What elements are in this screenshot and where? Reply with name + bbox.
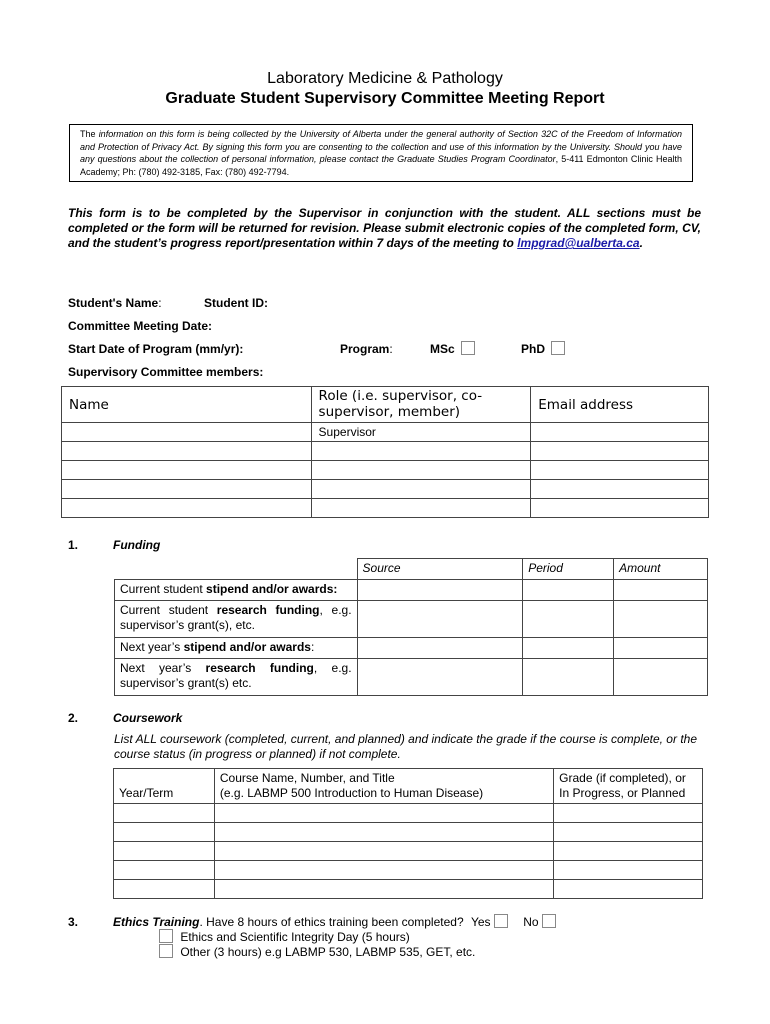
ethics-other-checkbox[interactable] <box>159 944 173 958</box>
header-email: Email address <box>531 387 709 423</box>
member-email-cell[interactable] <box>531 499 709 518</box>
member-email-cell[interactable] <box>531 442 709 461</box>
header-name: Name <box>62 387 312 423</box>
funding-blank-header <box>115 559 358 580</box>
instructions-period: . <box>639 236 643 250</box>
row-label-pre: Current student <box>120 582 207 596</box>
grade-cell[interactable] <box>554 804 703 823</box>
grade-cell[interactable] <box>554 861 703 880</box>
member-role-cell[interactable] <box>311 442 531 461</box>
ethics-day-checkbox[interactable] <box>159 929 173 943</box>
meeting-date-label: Committee Meeting Date: <box>68 319 213 333</box>
ethics-question: . Have 8 hours of ethics training been completed? <box>199 915 464 929</box>
grade-cell[interactable] <box>554 823 703 842</box>
year-cell[interactable] <box>114 823 215 842</box>
ethics-option-2-label: Other (3 hours) e.g LABMP 530, LABMP 535, GET, etc. <box>180 945 476 959</box>
msc-option <box>430 341 475 356</box>
funding-title: Funding <box>113 538 161 552</box>
header-grade-line1: Grade (if completed), or <box>559 771 686 785</box>
funding-period-cell[interactable] <box>523 580 614 601</box>
funding-source-cell[interactable] <box>357 580 523 601</box>
member-name-cell[interactable] <box>62 499 312 518</box>
header-course-line2: (e.g. LABMP 500 Introduction to Human Disease) <box>219 786 484 800</box>
row-label-pre: Next year’s <box>120 661 206 675</box>
ethics-option-1-label: Ethics and Scientific Integrity Day (5 hours) <box>180 930 410 944</box>
committee-header-row <box>62 387 709 423</box>
year-cell[interactable] <box>114 880 215 899</box>
start-date-label: Start Date of Program (mm/yr): <box>68 342 244 356</box>
row-label-bold: stipend and/or awards: <box>206 582 338 596</box>
ethics-yes-label: Yes <box>470 915 491 929</box>
coursework-row <box>114 880 703 899</box>
row-label-post: , e.g. supervisor’s grant(s), etc. <box>120 603 352 632</box>
coursework-table <box>113 768 703 899</box>
course-cell[interactable] <box>214 823 553 842</box>
ethics-title: Ethics Training <box>113 915 200 929</box>
phd-label: PhD <box>521 342 545 356</box>
committee-table <box>61 386 709 518</box>
funding-row <box>115 638 708 659</box>
member-name-cell[interactable] <box>62 461 312 480</box>
header-grade-line2: In Progress, or Planned <box>559 786 686 800</box>
grade-cell[interactable] <box>554 842 703 861</box>
coursework-row <box>114 823 703 842</box>
funding-row <box>115 659 708 696</box>
coursework-row <box>114 861 703 880</box>
member-name-cell[interactable] <box>62 423 312 442</box>
student-name-label <box>68 296 162 310</box>
header-course <box>214 769 553 804</box>
coursework-number: 2. <box>68 711 79 725</box>
funding-row-label <box>115 638 358 659</box>
funding-number: 1. <box>68 538 79 552</box>
member-role-cell[interactable] <box>311 499 531 518</box>
notice-body: information on this form is being collected by the University of Alberta under the general authority of Section 32C of the Freedom of Information and Protection of Privacy Act. By signing this form you are consenting to the collection and use of this information by the University. Should you have any questions about the collection of personal information, please contact the Graduate Studies Program Coordinator <box>80 129 682 164</box>
committee-row <box>62 461 709 480</box>
notice-contact: , 5-411 Edmonton Clinic Health Academy; Ph: (780) 492-3185, Fax: (780) 492-7794. <box>80 154 682 177</box>
msc-checkbox[interactable] <box>461 341 475 355</box>
committee-row <box>62 480 709 499</box>
member-email-cell[interactable] <box>531 423 709 442</box>
funding-period-cell[interactable] <box>523 638 614 659</box>
row-label-post: : <box>310 640 315 654</box>
instructions-text: This form is to be completed by the Supervisor in conjunction with the student. ALL sections must be completed or the form will be returned for revision. Please submit electronic copies of the completed form, CV, and the student’s progress report/presentation within 7 days of the meeting to <box>68 206 701 250</box>
funding-header-amount: Amount <box>614 559 708 580</box>
committee-members-label: Supervisory Committee members: <box>68 365 264 379</box>
submission-email-link[interactable]: lmpgrad@ualberta.ca <box>517 236 640 250</box>
funding-source-cell[interactable] <box>357 601 523 638</box>
row-label-bold: research funding <box>205 661 314 675</box>
course-cell[interactable] <box>214 880 553 899</box>
coursework-row <box>114 842 703 861</box>
program-colon: : <box>389 342 393 356</box>
student-id-label: Student ID: <box>204 296 268 310</box>
header-grade <box>554 769 703 804</box>
ethics-number: 3. <box>68 915 79 929</box>
form-title: Graduate Student Supervisory Committee Meeting Report <box>165 90 605 107</box>
funding-row-label <box>115 659 358 696</box>
member-email-cell[interactable] <box>531 480 709 499</box>
member-name-cell[interactable] <box>62 480 312 499</box>
ethics-option-2 <box>159 944 475 959</box>
program-label <box>340 342 393 356</box>
funding-row <box>115 580 708 601</box>
phd-option <box>521 341 565 356</box>
header-role: Role (i.e. supervisor, co-supervisor, member) <box>311 387 531 423</box>
ethics-option-1 <box>159 929 410 944</box>
committee-row <box>62 499 709 518</box>
funding-row <box>115 601 708 638</box>
course-cell[interactable] <box>214 804 553 823</box>
row-label-bold: research funding <box>216 603 320 617</box>
funding-source-cell[interactable] <box>357 638 523 659</box>
coursework-instructions: List ALL coursework (completed, current, and planned) and indicate the grade if the course is complete, or the course status (in progress or planned) if not complete. <box>114 732 697 761</box>
funding-header-period: Period <box>523 559 614 580</box>
notice-the: The <box>80 129 96 139</box>
ethics-no-label: No <box>523 915 539 929</box>
funding-source-cell[interactable] <box>357 659 523 696</box>
funding-row-label <box>115 580 358 601</box>
course-cell[interactable] <box>214 842 553 861</box>
form-instructions <box>68 206 701 251</box>
coursework-row <box>114 804 703 823</box>
year-cell[interactable] <box>114 861 215 880</box>
member-role-cell[interactable] <box>311 480 531 499</box>
year-cell[interactable] <box>114 804 215 823</box>
header-course-line1: Course Name, Number, and Title <box>219 771 395 785</box>
funding-period-cell[interactable] <box>523 601 614 638</box>
year-cell[interactable] <box>114 842 215 861</box>
row-label-pre: Next year’s <box>120 640 184 654</box>
row-label-post: , e.g. supervisor’s grant(s) etc. <box>120 661 352 690</box>
funding-row-label <box>115 601 358 638</box>
member-name-cell[interactable] <box>62 442 312 461</box>
coursework-header-row <box>114 769 703 804</box>
row-label-bold: stipend and/or awards <box>183 640 311 654</box>
member-role-cell[interactable] <box>311 461 531 480</box>
student-name-colon: : <box>158 296 162 310</box>
privacy-notice <box>69 124 693 182</box>
funding-amount-cell[interactable] <box>614 601 708 638</box>
coursework-title: Coursework <box>113 711 183 725</box>
row-label-pre: Current student <box>120 603 217 617</box>
funding-amount-cell[interactable] <box>614 638 708 659</box>
header-year-term: Year/Term <box>114 769 215 804</box>
ethics-no-checkbox[interactable] <box>542 914 556 928</box>
msc-label: MSc <box>430 342 455 356</box>
program-label-text: Program <box>340 342 390 356</box>
funding-amount-cell[interactable] <box>614 659 708 696</box>
funding-amount-cell[interactable] <box>614 580 708 601</box>
ethics-yes-checkbox[interactable] <box>494 914 508 928</box>
phd-checkbox[interactable] <box>551 341 565 355</box>
funding-table <box>114 558 708 696</box>
committee-row <box>62 423 709 442</box>
grade-cell[interactable] <box>554 880 703 899</box>
member-email-cell[interactable] <box>531 461 709 480</box>
funding-header-source: Source <box>357 559 523 580</box>
department-title: Laboratory Medicine & Pathology <box>267 70 503 87</box>
committee-row <box>62 442 709 461</box>
funding-header-row <box>115 559 708 580</box>
student-name-label-text: Student's Name <box>68 296 159 310</box>
ethics-question-line <box>113 914 556 929</box>
course-cell[interactable] <box>214 861 553 880</box>
member-role-cell[interactable]: Supervisor <box>311 423 531 442</box>
funding-period-cell[interactable] <box>523 659 614 696</box>
